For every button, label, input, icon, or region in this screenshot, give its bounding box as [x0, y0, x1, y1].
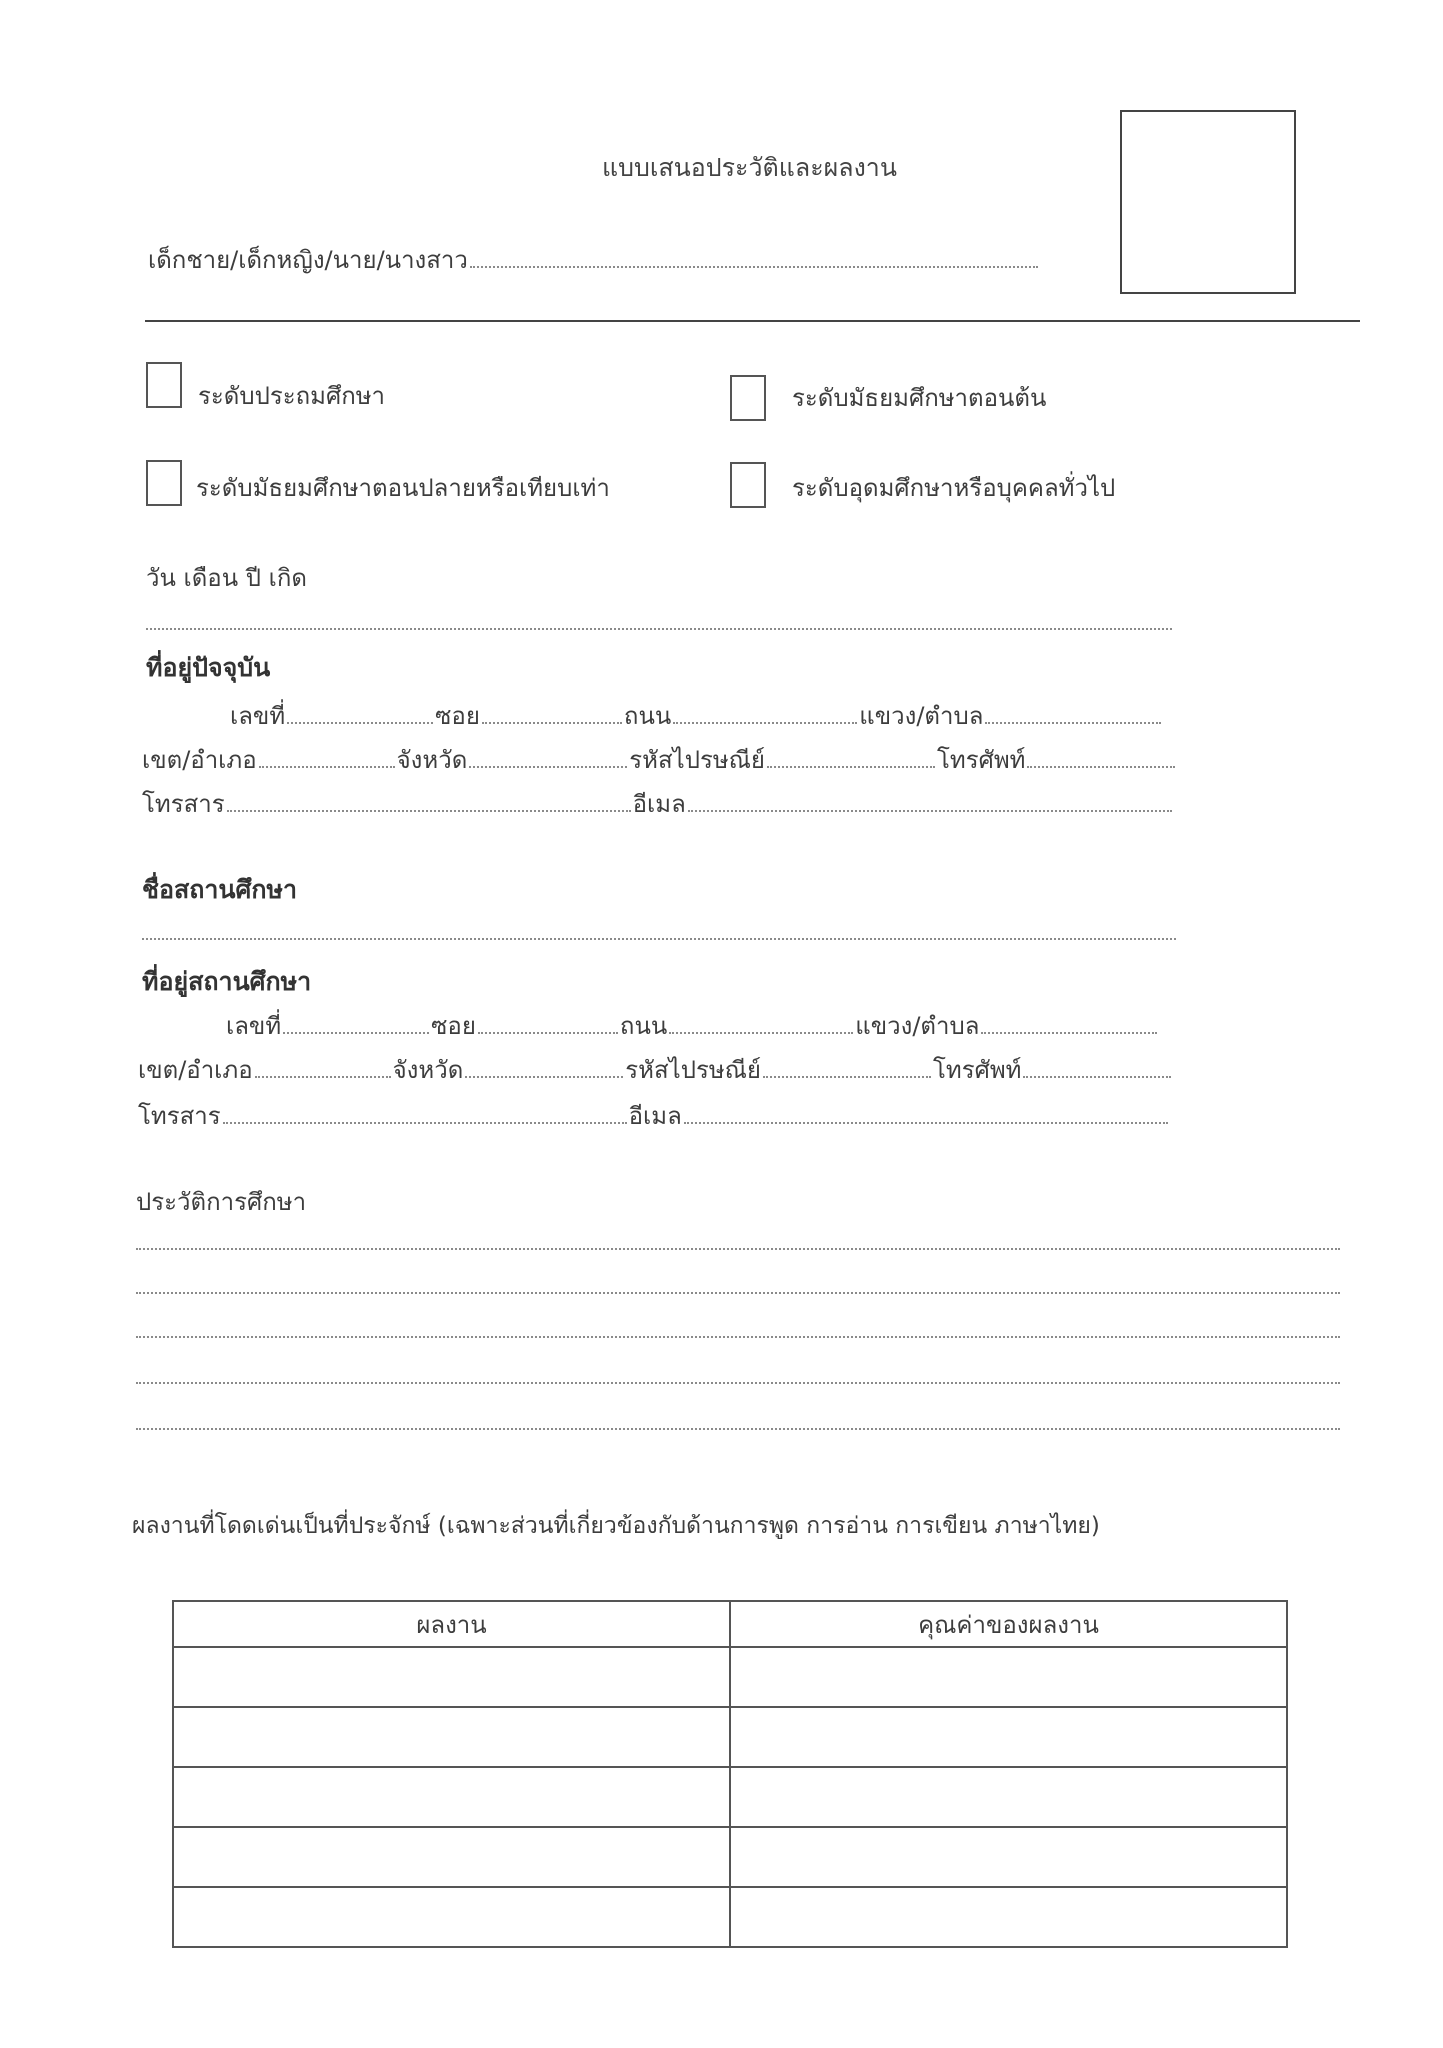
- school-address-row-2: [138, 1050, 1173, 1089]
- school-soi-label: ซอย: [431, 1012, 476, 1040]
- school-province-label: จังหวัด: [392, 1056, 464, 1084]
- birth-field[interactable]: [146, 628, 1172, 630]
- value-cell[interactable]: [730, 1767, 1287, 1827]
- checkbox-upper-secondary[interactable]: [146, 460, 182, 506]
- works-table: [172, 1600, 1288, 1948]
- checkbox-higher-education[interactable]: [730, 462, 766, 508]
- address-row-1: [230, 696, 1163, 735]
- school-name-field[interactable]: [142, 938, 1176, 940]
- school-road-field[interactable]: [669, 1012, 853, 1034]
- school-postcode-field[interactable]: [763, 1056, 931, 1078]
- birth-heading: วัน เดือน ปี เกิด: [146, 564, 307, 592]
- level-primary-label: ระดับประถมศึกษา: [198, 382, 386, 410]
- education-line-1[interactable]: [136, 1248, 1340, 1250]
- school-district-label: เขต/อำเภอ: [138, 1056, 253, 1084]
- school-fax-label: โทรสาร: [138, 1102, 221, 1130]
- name-label: เด็กชาย/เด็กหญิง/นาย/นางสาว: [148, 246, 468, 274]
- value-cell[interactable]: [730, 1647, 1287, 1707]
- address-road-label: ถนน: [623, 702, 672, 730]
- header-divider: [145, 320, 1360, 322]
- address-soi-label: ซอย: [435, 702, 480, 730]
- school-subdistrict-label: แขวง/ตำบล: [855, 1012, 980, 1040]
- address-soi-field[interactable]: [482, 702, 622, 724]
- address-district-label: เขต/อำเภอ: [142, 746, 257, 774]
- checkbox-lower-secondary[interactable]: [730, 375, 766, 421]
- value-cell[interactable]: [730, 1827, 1287, 1887]
- level-upper-secondary-label: ระดับมัธยมศึกษาตอนปลายหรือเทียบเท่า: [196, 474, 610, 502]
- education-line-4[interactable]: [136, 1382, 1340, 1384]
- school-phone-field[interactable]: [1023, 1056, 1171, 1078]
- school-phone-label: โทรศัพท์: [932, 1056, 1022, 1084]
- form-title: แบบเสนอประวัติและผลงาน: [602, 153, 897, 182]
- address-postcode-label: รหัสไปรษณีย์: [629, 746, 765, 774]
- address-phone-label: โทรศัพท์: [936, 746, 1026, 774]
- address-subdistrict-label: แขวง/ตำบล: [859, 702, 984, 730]
- address-road-field[interactable]: [673, 702, 857, 724]
- table-row: [173, 1767, 1287, 1827]
- education-line-2[interactable]: [136, 1292, 1340, 1294]
- school-district-field[interactable]: [255, 1056, 391, 1078]
- level-higher-education-label: ระดับอุดมศึกษาหรือบุคคลทั่วไป: [792, 474, 1116, 502]
- address-house-no-label: เลขที่: [230, 702, 286, 730]
- value-cell[interactable]: [730, 1887, 1287, 1947]
- school-fax-field[interactable]: [223, 1102, 627, 1124]
- work-cell[interactable]: [173, 1887, 730, 1947]
- school-house-no-field[interactable]: [283, 1012, 429, 1034]
- works-heading: ผลงานที่โดดเด่นเป็นที่ประจักษ์ (เฉพาะส่วนที่เกี่ยวข้องกับด้านการพูด การอ่าน การเขียน ภาษาไทย): [132, 1513, 1100, 1539]
- school-house-no-label: เลขที่: [226, 1012, 282, 1040]
- work-cell[interactable]: [173, 1827, 730, 1887]
- school-postcode-label: รหัสไปรษณีย์: [625, 1056, 761, 1084]
- address-row-3: [142, 784, 1174, 823]
- address-house-no-field[interactable]: [287, 702, 433, 724]
- col-work-header: ผลงาน: [173, 1601, 730, 1647]
- checkbox-primary[interactable]: [146, 362, 182, 408]
- address-phone-field[interactable]: [1027, 746, 1175, 768]
- address-subdistrict-field[interactable]: [985, 702, 1161, 724]
- address-fax-field[interactable]: [227, 790, 631, 812]
- school-name-heading: ชื่อสถานศึกษา: [142, 875, 298, 904]
- table-row: [173, 1827, 1287, 1887]
- school-address-row-3: [138, 1096, 1170, 1135]
- table-row: [173, 1647, 1287, 1707]
- table-row: [173, 1887, 1287, 1947]
- address-fax-label: โทรสาร: [142, 790, 225, 818]
- school-province-field[interactable]: [465, 1056, 623, 1078]
- school-address-heading: ที่อยู่สถานศึกษา: [142, 967, 312, 996]
- school-email-label: อีเมล: [628, 1102, 682, 1130]
- address-province-field[interactable]: [469, 746, 627, 768]
- school-road-label: ถนน: [619, 1012, 668, 1040]
- value-cell[interactable]: [730, 1707, 1287, 1767]
- education-line-5[interactable]: [136, 1428, 1340, 1430]
- photo-box[interactable]: [1120, 110, 1296, 294]
- address-email-label: อีเมล: [632, 790, 686, 818]
- school-soi-field[interactable]: [478, 1012, 618, 1034]
- address-heading: ที่อยู่ปัจจุบัน: [146, 653, 271, 682]
- address-row-2: [142, 740, 1177, 779]
- name-field[interactable]: [470, 246, 1038, 268]
- name-row: [148, 240, 1040, 279]
- col-value-header: คุณค่าของผลงาน: [730, 1601, 1287, 1647]
- level-lower-secondary-label: ระดับมัธยมศึกษาตอนต้น: [792, 384, 1047, 412]
- work-cell[interactable]: [173, 1707, 730, 1767]
- school-subdistrict-field[interactable]: [981, 1012, 1157, 1034]
- table-header-row: [173, 1601, 1287, 1647]
- work-cell[interactable]: [173, 1647, 730, 1707]
- education-heading: ประวัติการศึกษา: [136, 1188, 307, 1216]
- table-row: [173, 1707, 1287, 1767]
- school-email-field[interactable]: [684, 1102, 1168, 1124]
- address-email-field[interactable]: [688, 790, 1172, 812]
- address-province-label: จังหวัด: [396, 746, 468, 774]
- school-address-row-1: [226, 1006, 1159, 1045]
- education-line-3[interactable]: [136, 1336, 1340, 1338]
- address-district-field[interactable]: [259, 746, 395, 768]
- address-postcode-field[interactable]: [767, 746, 935, 768]
- work-cell[interactable]: [173, 1767, 730, 1827]
